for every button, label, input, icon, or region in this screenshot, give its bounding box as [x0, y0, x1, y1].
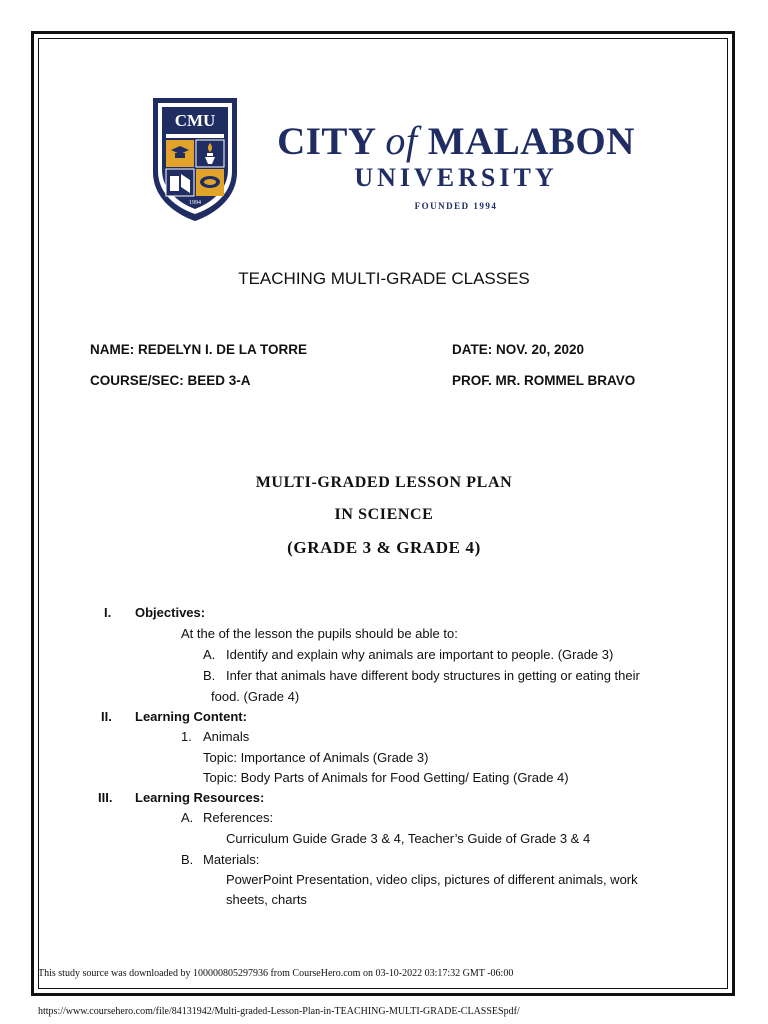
resources-heading: Learning Resources: — [135, 790, 265, 805]
content-numeral: II. — [101, 709, 112, 724]
seal-cmu-text: CMU — [174, 111, 216, 130]
professor: PROF. MR. ROMMEL BRAVO — [452, 373, 636, 388]
content-heading: Learning Content: — [135, 709, 247, 724]
university-seal-logo — [149, 94, 241, 224]
references-label: References: — [203, 810, 274, 825]
references-text: Curriculum Guide Grade 3 & 4, Teacher’s Guide of Grade 3 & 4 — [226, 831, 591, 846]
materials-letter: B. — [181, 852, 194, 867]
university-founded: FOUNDED 1994 — [414, 201, 498, 211]
content-topic-grade4: Topic: Body Parts of Animals for Food Getting/ Eating (Grade 4) — [203, 770, 569, 785]
lesson-plan-title: MULTI-GRADED LESSON PLAN — [255, 474, 513, 491]
content-topic-grade3: Topic: Importance of Animals (Grade 3) — [203, 750, 429, 765]
objectives-numeral: I. — [104, 605, 112, 620]
course-section: COURSE/SEC: BEED 3-A — [90, 373, 251, 388]
document-title: TEACHING MULTI-GRADE CLASSES — [238, 269, 530, 288]
university-name-line1: CITY of MALABON — [277, 118, 635, 163]
lesson-plan-grades: (GRADE 3 & GRADE 4) — [287, 538, 481, 557]
objective-a-letter: A. — [203, 647, 216, 662]
source-url: https://www.coursehero.com/file/84131942/Multi-graded-Lesson-Plan-in-TEACHING-MULTI-GRADE-CLASSESpdf/ — [38, 1006, 520, 1017]
download-watermark: This study source was downloaded by 100000805297936 from CourseHero.com on 03-10-2022 03:17:32 GMT -06:00 — [38, 968, 514, 979]
content-item-number: 1. — [181, 729, 192, 744]
resources-numeral: III. — [98, 790, 113, 805]
references-letter: A. — [181, 810, 194, 825]
objective-b-text-continued: food. (Grade 4) — [211, 689, 300, 704]
seal-year-text: 1994 — [189, 200, 201, 206]
content-item-text: Animals — [203, 729, 250, 744]
materials-text-line1: PowerPoint Presentation, video clips, pictures of different animals, work — [226, 872, 638, 887]
objectives-heading: Objectives: — [135, 605, 206, 620]
university-name-line2: UNIVERSITY — [354, 163, 558, 192]
objective-b-text: Infer that animals have different body structures in getting or eating their — [226, 668, 640, 683]
lesson-plan-subject: IN SCIENCE — [334, 506, 434, 523]
document-date: DATE: NOV. 20, 2020 — [452, 342, 585, 357]
objective-b-letter: B. — [203, 668, 216, 683]
university-wordmark — [270, 118, 642, 213]
objective-a-text: Identify and explain why animals are important to people. (Grade 3) — [226, 647, 614, 662]
materials-text-line2: sheets, charts — [226, 892, 307, 907]
materials-label: Materials: — [203, 852, 260, 867]
objectives-intro: At the of the lesson the pupils should be able to: — [181, 626, 458, 641]
student-name: NAME: REDELYN I. DE LA TORRE — [90, 342, 308, 357]
